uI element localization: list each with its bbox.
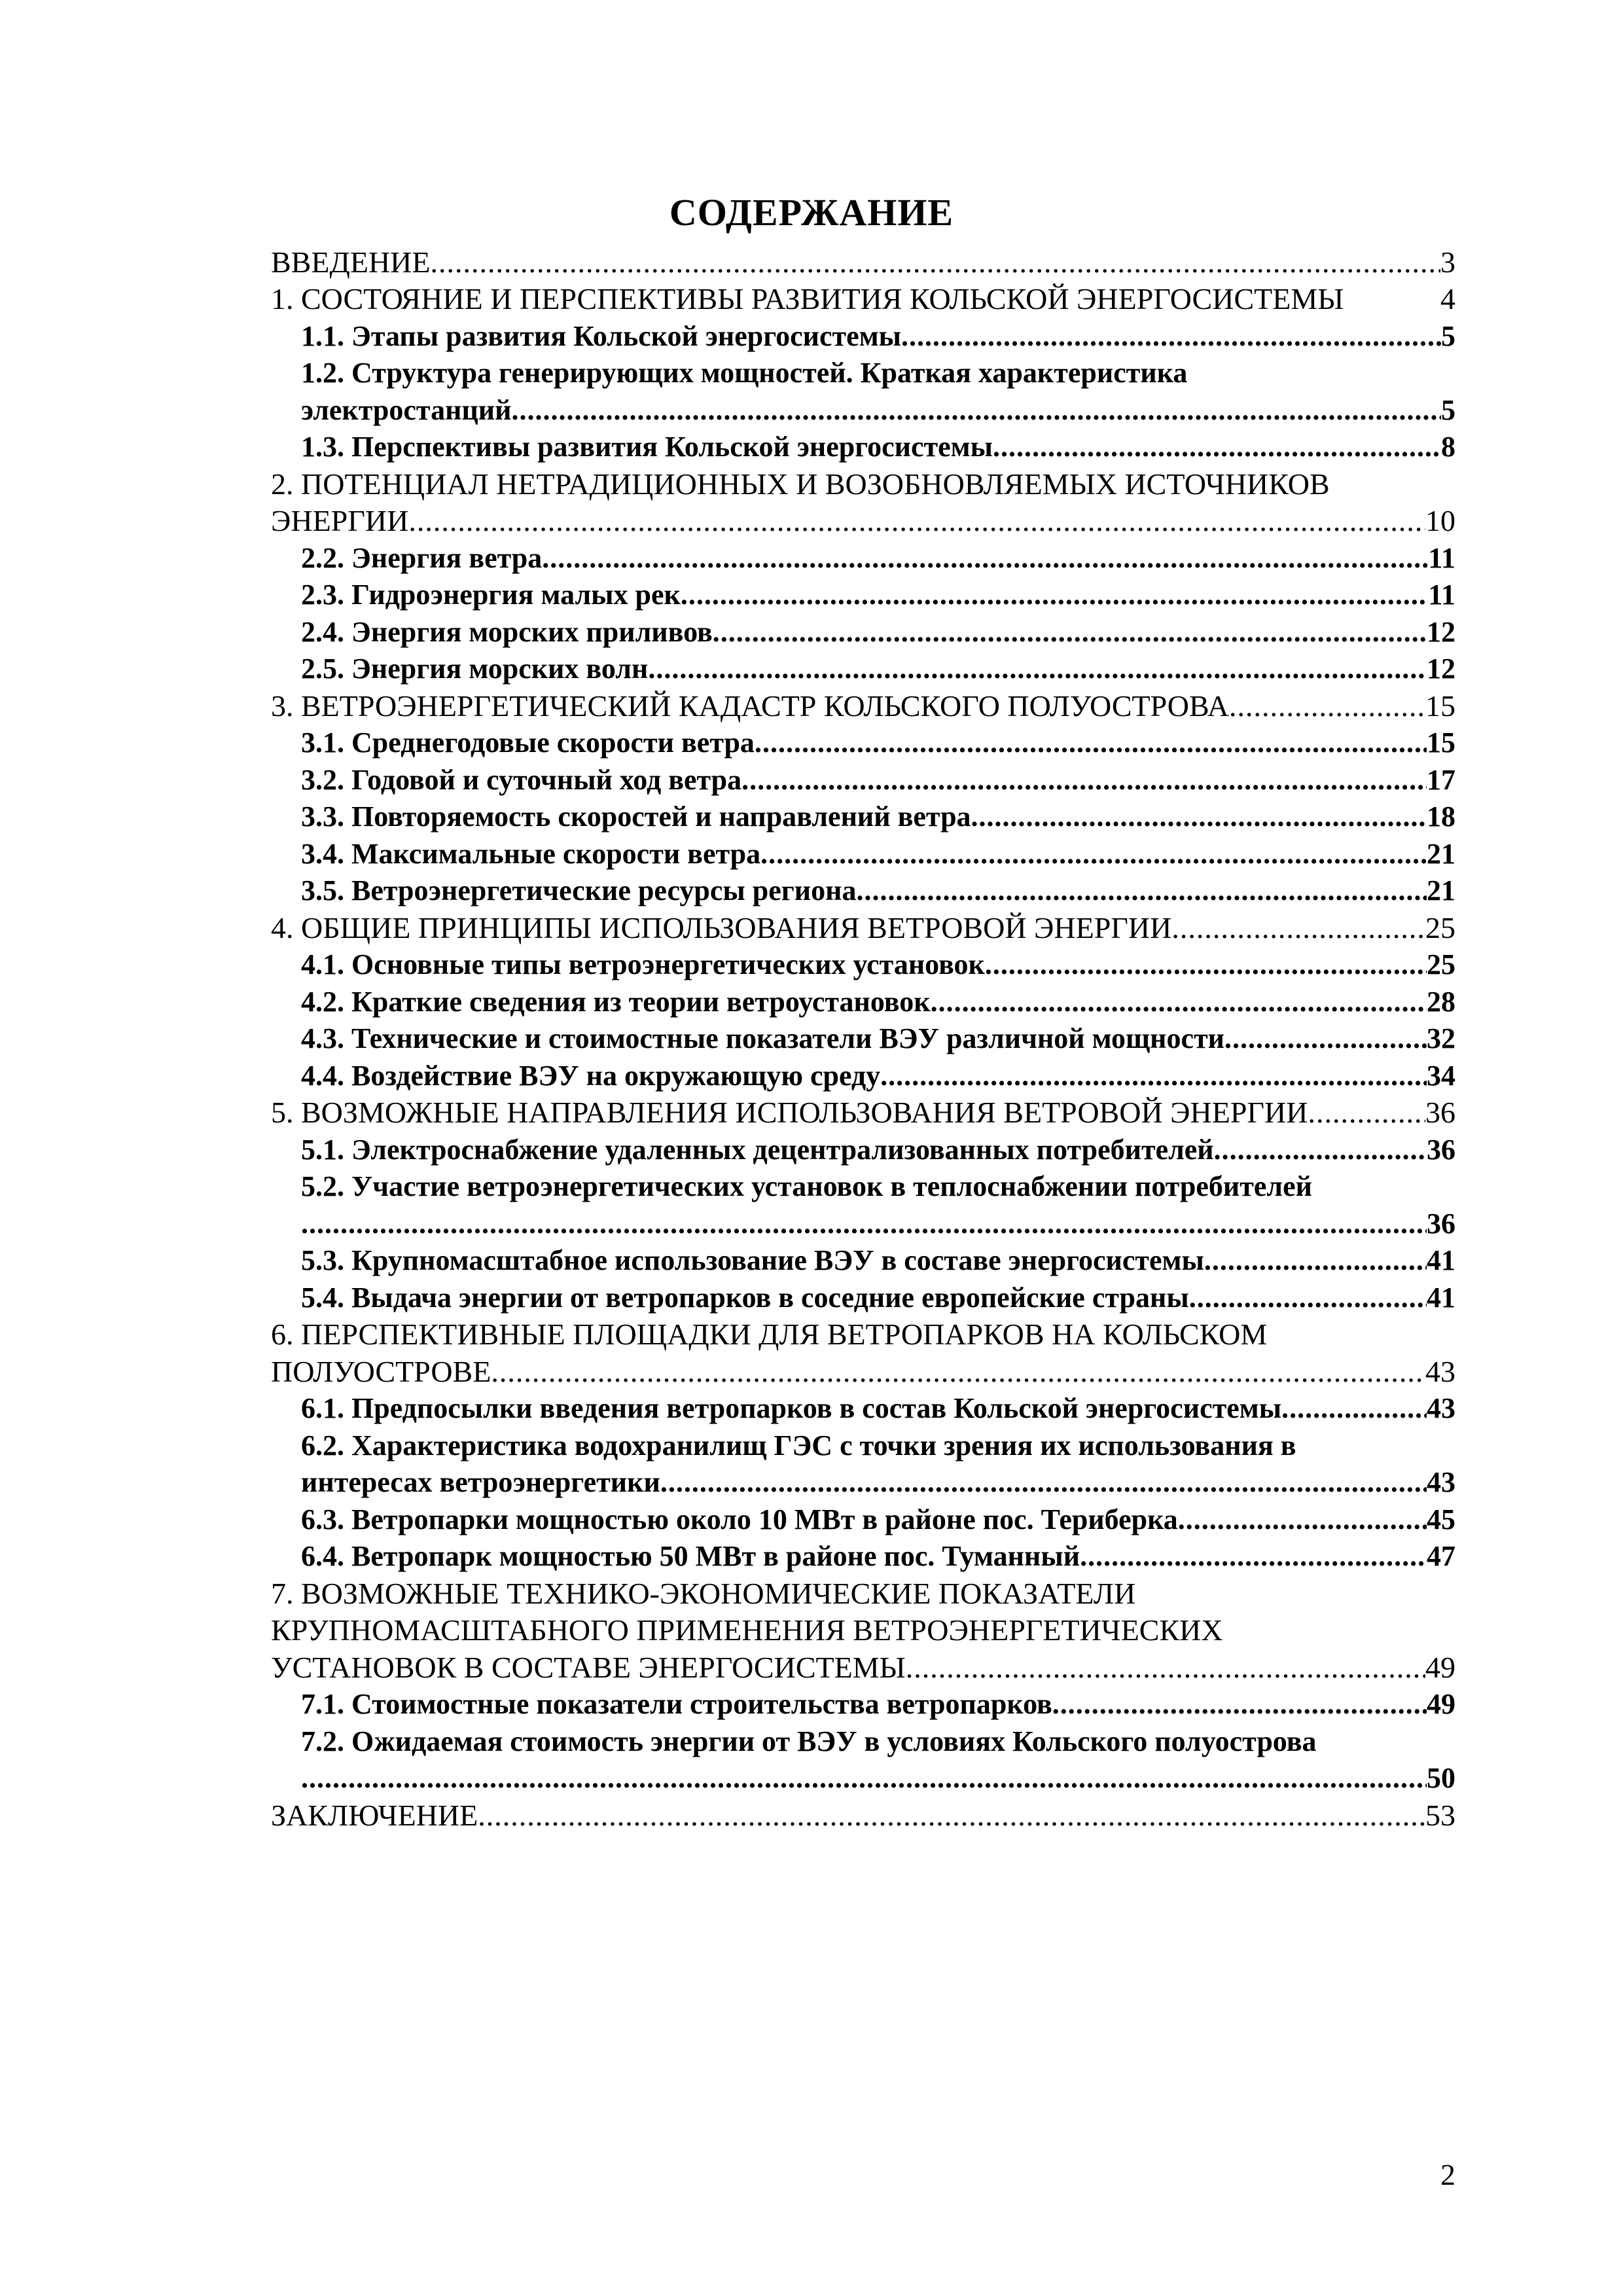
toc-subsection-line[interactable]: [271, 317, 1455, 355]
toc-leader-dots: [931, 984, 1427, 1020]
toc-entry-text: 5. ВОЗМОЖНЫЕ НАПРАВЛЕНИЯ ИСПОЛЬЗОВАНИЯ ВЕТРОВОЙ ЭНЕРГИИ: [271, 1096, 1308, 1129]
toc-entry-text: 4.2. Краткие сведения из теории ветроустановок: [301, 985, 931, 1018]
toc-page-number: 45: [1427, 1503, 1455, 1535]
table-of-contents: [271, 243, 1455, 1834]
toc-leader-dots: [880, 1058, 1427, 1094]
toc-subsection-line[interactable]: [271, 1057, 1455, 1094]
toc-subsection-line[interactable]: [271, 391, 1455, 429]
toc-page-number: 25: [1425, 910, 1455, 944]
toc-entry-text: 2. ПОТЕНЦИАЛ НЕТРАДИЦИОННЫХ И ВОЗОБНОВЛЯЕМЫХ ИСТОЧНИКОВ: [271, 467, 1330, 501]
toc-subsection-line[interactable]: [271, 1723, 1455, 1760]
toc-page-number: 12: [1427, 653, 1455, 685]
toc-section-line[interactable]: [271, 1094, 1455, 1132]
toc-page-number: 25: [1427, 948, 1455, 980]
toc-entry-text: 5.4. Выдача энергии от ветропарков в соседние европейские страны: [301, 1281, 1189, 1314]
toc-entry-text: 3.2. Годовой и суточный ход ветра: [301, 763, 742, 796]
toc-subsection-line[interactable]: [271, 798, 1455, 836]
toc-subsection-line[interactable]: [271, 613, 1455, 651]
toc-entry-text: УСТАНОВОК В СОСТАВЕ ЭНЕРГОСИСТЕМЫ: [271, 1650, 906, 1684]
toc-leader-dots: [681, 577, 1429, 613]
toc-leader-dots: [901, 318, 1441, 355]
toc-page-number: 8: [1441, 431, 1455, 463]
toc-page-number: 15: [1425, 689, 1455, 723]
toc-leader-dots: [906, 1649, 1425, 1686]
toc-subsection-line[interactable]: [271, 983, 1455, 1020]
toc-page-number: 21: [1427, 874, 1455, 906]
toc-entry-text: 6.2. Характеристика водохранилищ ГЭС с точки зрения их использования в: [301, 1429, 1296, 1462]
toc-page-number: 21: [1427, 837, 1455, 870]
toc-leader-dots: [408, 503, 1425, 539]
toc-entry-text: 5.1. Электроснабжение удаленных децентрализованных потребителей: [301, 1133, 1214, 1166]
toc-entry-text: 6. ПЕРСПЕКТИВНЫЕ ПЛОЩАДКИ ДЛЯ ВЕТРОПАРКОВ НА КОЛЬСКОМ: [271, 1318, 1268, 1351]
toc-page-number: 17: [1427, 763, 1455, 796]
toc-leader-dots: [301, 1760, 1427, 1797]
toc-page-number: 10: [1425, 504, 1455, 537]
toc-entry-text: электростанций: [301, 393, 512, 426]
toc-subsection-line[interactable]: [271, 577, 1455, 614]
toc-section-line[interactable]: [271, 1316, 1455, 1354]
toc-entry-text: 7. ВОЗМОЖНЫЕ ТЕХНИКО-ЭКОНОМИЧЕСКИЕ ПОКАЗАТЕЛИ: [271, 1576, 1136, 1610]
toc-leader-dots: [1171, 910, 1425, 946]
toc-leader-dots: [512, 392, 1442, 429]
toc-entry-text: 4.3. Технические и стоимостные показатели ВЭУ различной мощности: [301, 1022, 1225, 1054]
toc-subsection-line[interactable]: [271, 651, 1455, 688]
toc-subsection-line[interactable]: [271, 355, 1455, 392]
toc-leader-dots: [648, 651, 1427, 687]
toc-entry-text: интересах ветроэнергетики: [301, 1466, 660, 1498]
page-title: СОДЕРЖАНИЕ: [669, 191, 954, 234]
toc-subsection-line[interactable]: [271, 539, 1455, 577]
toc-subsection-line[interactable]: [271, 725, 1455, 762]
toc-page-number: 11: [1428, 579, 1455, 611]
toc-page-number: 49: [1425, 1650, 1455, 1684]
toc-subsection-line[interactable]: [271, 1427, 1455, 1464]
toc-entry-text: ЭНЕРГИИ: [271, 504, 409, 537]
toc-page-number: 36: [1425, 1096, 1455, 1129]
toc-page-number: 43: [1427, 1392, 1455, 1424]
toc-entry-text: 7.2. Ожидаемая стоимость энергии от ВЭУ в условиях Кольского полуострова: [301, 1725, 1317, 1757]
toc-leader-dots: [760, 836, 1427, 872]
toc-page-number: 36: [1427, 1207, 1455, 1240]
page-number: 2: [1440, 2158, 1455, 2191]
toc-section-line[interactable]: [271, 1575, 1455, 1612]
toc-leader-dots: [1214, 1132, 1427, 1168]
toc-entry-text: ВВЕДЕНИЕ: [271, 245, 431, 279]
toc-page-number: 18: [1427, 800, 1455, 833]
toc-leader-dots: [1308, 1094, 1425, 1131]
toc-subsection-line[interactable]: [271, 429, 1455, 466]
toc-entry-text: 3.3. Повторяемость скоростей и направлений ветра: [301, 800, 971, 833]
toc-section-line[interactable]: [271, 909, 1455, 946]
toc-entry-text: 5.3. Крупномасштабное использование ВЭУ в составе энергосистемы: [301, 1244, 1204, 1276]
toc-subsection-line[interactable]: [271, 872, 1455, 910]
toc-leader-dots: [301, 1206, 1427, 1242]
toc-page-number: 28: [1427, 985, 1455, 1018]
toc-subsection-line[interactable]: [271, 1686, 1455, 1723]
toc-leader-dots: [713, 614, 1427, 651]
toc-entry-text: 2.5. Энергия морских волн: [301, 653, 649, 685]
toc-entry-text: КРУПНОМАСШТАБНОГО ПРИМЕНЕНИЯ ВЕТРОЭНЕРГЕТИЧЕСКИХ: [271, 1613, 1223, 1647]
toc-entry-text: 2.3. Гидроэнергия малых рек: [301, 579, 681, 611]
toc-entry-text: 2.2. Энергия ветра: [301, 541, 543, 574]
toc-page-number: 47: [1427, 1540, 1455, 1572]
toc-subsection-line[interactable]: [271, 1168, 1455, 1206]
toc-leader-dots: [1229, 688, 1425, 725]
toc-page-number: 41: [1427, 1281, 1455, 1314]
toc-section-line[interactable]: [271, 503, 1455, 540]
toc-entry-text: 6.1. Предпосылки введения ветропарков в состав Кольской энергосистемы: [301, 1392, 1282, 1424]
toc-page-number: 32: [1427, 1022, 1455, 1054]
toc-entry-text: 4. ОБЩИЕ ПРИНЦИПЫ ИСПОЛЬЗОВАНИЯ ВЕТРОВОЙ ЭНЕРГИИ: [271, 910, 1172, 944]
toc-entry-text: 7.1. Стоимостные показатели строительства ветропарков: [301, 1688, 1052, 1720]
toc-page-number: 12: [1427, 615, 1455, 648]
toc-page-number: 36: [1427, 1133, 1455, 1166]
toc-subsection-line[interactable]: [271, 1279, 1455, 1316]
toc-section-line[interactable]: [271, 465, 1455, 503]
toc-leader-dots: [985, 946, 1427, 983]
toc-subsection-line[interactable]: [271, 1538, 1455, 1575]
toc-entry-text: 3. ВЕТРОЭНЕРГЕТИЧЕСКИЙ КАДАСТР КОЛЬСКОГО ПОЛУОСТРОВА: [271, 689, 1229, 723]
toc-page-number: 50: [1427, 1762, 1455, 1794]
toc-entry-text: ЗАКЛЮЧЕНИЕ: [271, 1798, 478, 1832]
toc-page-number: 5: [1441, 393, 1455, 426]
toc-page-number: 43: [1425, 1354, 1455, 1388]
toc-page-number: 34: [1427, 1059, 1455, 1092]
toc-subsection-line[interactable]: [271, 946, 1455, 984]
toc-subsection-line[interactable]: [271, 1760, 1455, 1797]
toc-entry-text: 2.4. Энергия морских приливов: [301, 615, 713, 648]
toc-leader-dots: [478, 1797, 1425, 1834]
toc-entry-text: 6.4. Ветропарк мощностью 50 МВт в районе пос. Туманный: [301, 1540, 1080, 1572]
toc-entry-text: 1. СОСТОЯНИЕ И ПЕРСПЕКТИВЫ РАЗВИТИЯ КОЛЬСКОЙ ЭНЕРГОСИСТЕМЫ: [271, 282, 1344, 315]
toc-entry-text: 1.1. Этапы развития Кольской энергосистемы: [301, 319, 902, 352]
toc-entry-text: 4.4. Воздействие ВЭУ на окружающую среду: [301, 1059, 881, 1092]
toc-subsection-line[interactable]: [271, 1205, 1455, 1242]
toc-leader-dots: [1080, 1538, 1427, 1575]
toc-page-number: 41: [1427, 1244, 1455, 1276]
toc-subsection-line[interactable]: [271, 1020, 1455, 1058]
toc-entry-text: 3.4. Максимальные скорости ветра: [301, 837, 761, 870]
toc-page-number: 15: [1427, 726, 1455, 759]
toc-subsection-line[interactable]: [271, 761, 1455, 798]
toc-entry-text: 6.3. Ветропарки мощностью около 10 МВт в районе пос. Териберка: [301, 1503, 1178, 1535]
toc-section-line[interactable]: [271, 1649, 1455, 1686]
toc-section-line[interactable]: [271, 1797, 1455, 1834]
toc-leader-dots: [1224, 1020, 1427, 1057]
toc-entry-text: 3.5. Ветроэнергетические ресурсы региона: [301, 874, 857, 906]
toc-leader-dots: [1281, 1390, 1427, 1427]
toc-leader-dots: [971, 798, 1427, 835]
toc-leader-dots: [1178, 1501, 1427, 1538]
toc-subsection-line[interactable]: [271, 1464, 1455, 1501]
toc-entry-text: 3.1. Среднегодовые скорости ветра: [301, 726, 755, 759]
toc-section-line[interactable]: [271, 1353, 1455, 1390]
toc-leader-dots: [1189, 1280, 1427, 1316]
toc-leader-dots: [993, 429, 1441, 465]
toc-subsection-line[interactable]: [271, 1242, 1455, 1280]
toc-subsection-line[interactable]: [271, 1131, 1455, 1168]
toc-page-number: 43: [1427, 1466, 1455, 1498]
toc-page-number: 53: [1425, 1798, 1455, 1832]
toc-leader-dots: [1204, 1242, 1427, 1279]
toc-section-line[interactable]: [271, 281, 1455, 318]
toc-leader-dots: [542, 540, 1428, 577]
toc-entry-text: 4.1. Основные типы ветроэнергетических установок: [301, 948, 985, 980]
toc-leader-dots: [741, 762, 1427, 798]
toc-leader-dots: [755, 725, 1427, 761]
toc-leader-dots: [1052, 1686, 1427, 1723]
toc-page-number: 3: [1440, 245, 1455, 279]
toc-leader-dots: [430, 244, 1440, 281]
toc-entry-text: 1.3. Перспективы развития Кольской энергосистемы: [301, 431, 993, 463]
toc-subsection-line[interactable]: [271, 835, 1455, 872]
toc-leader-dots: [856, 872, 1427, 909]
toc-subsection-line[interactable]: [271, 1501, 1455, 1538]
toc-entry-text: ПОЛУОСТРОВЕ: [271, 1354, 491, 1388]
toc-page-number: 11: [1428, 541, 1455, 574]
toc-page-number: 5: [1441, 319, 1455, 352]
toc-leader-dots: [660, 1464, 1427, 1501]
toc-entry-text: 5.2. Участие ветроэнергетических установок в теплоснабжении потребителей: [301, 1170, 1312, 1202]
toc-subsection-line[interactable]: [271, 1390, 1455, 1427]
toc-section-line[interactable]: [271, 687, 1455, 725]
toc-section-line[interactable]: [271, 1612, 1455, 1649]
toc-leader-dots: [491, 1354, 1425, 1390]
toc-page-number: 4: [1440, 282, 1455, 315]
toc-page-number: 49: [1427, 1688, 1455, 1720]
toc-section-line[interactable]: [271, 243, 1455, 281]
toc-entry-text: 1.2. Структура генерирующих мощностей. Краткая характеристика: [301, 357, 1188, 389]
